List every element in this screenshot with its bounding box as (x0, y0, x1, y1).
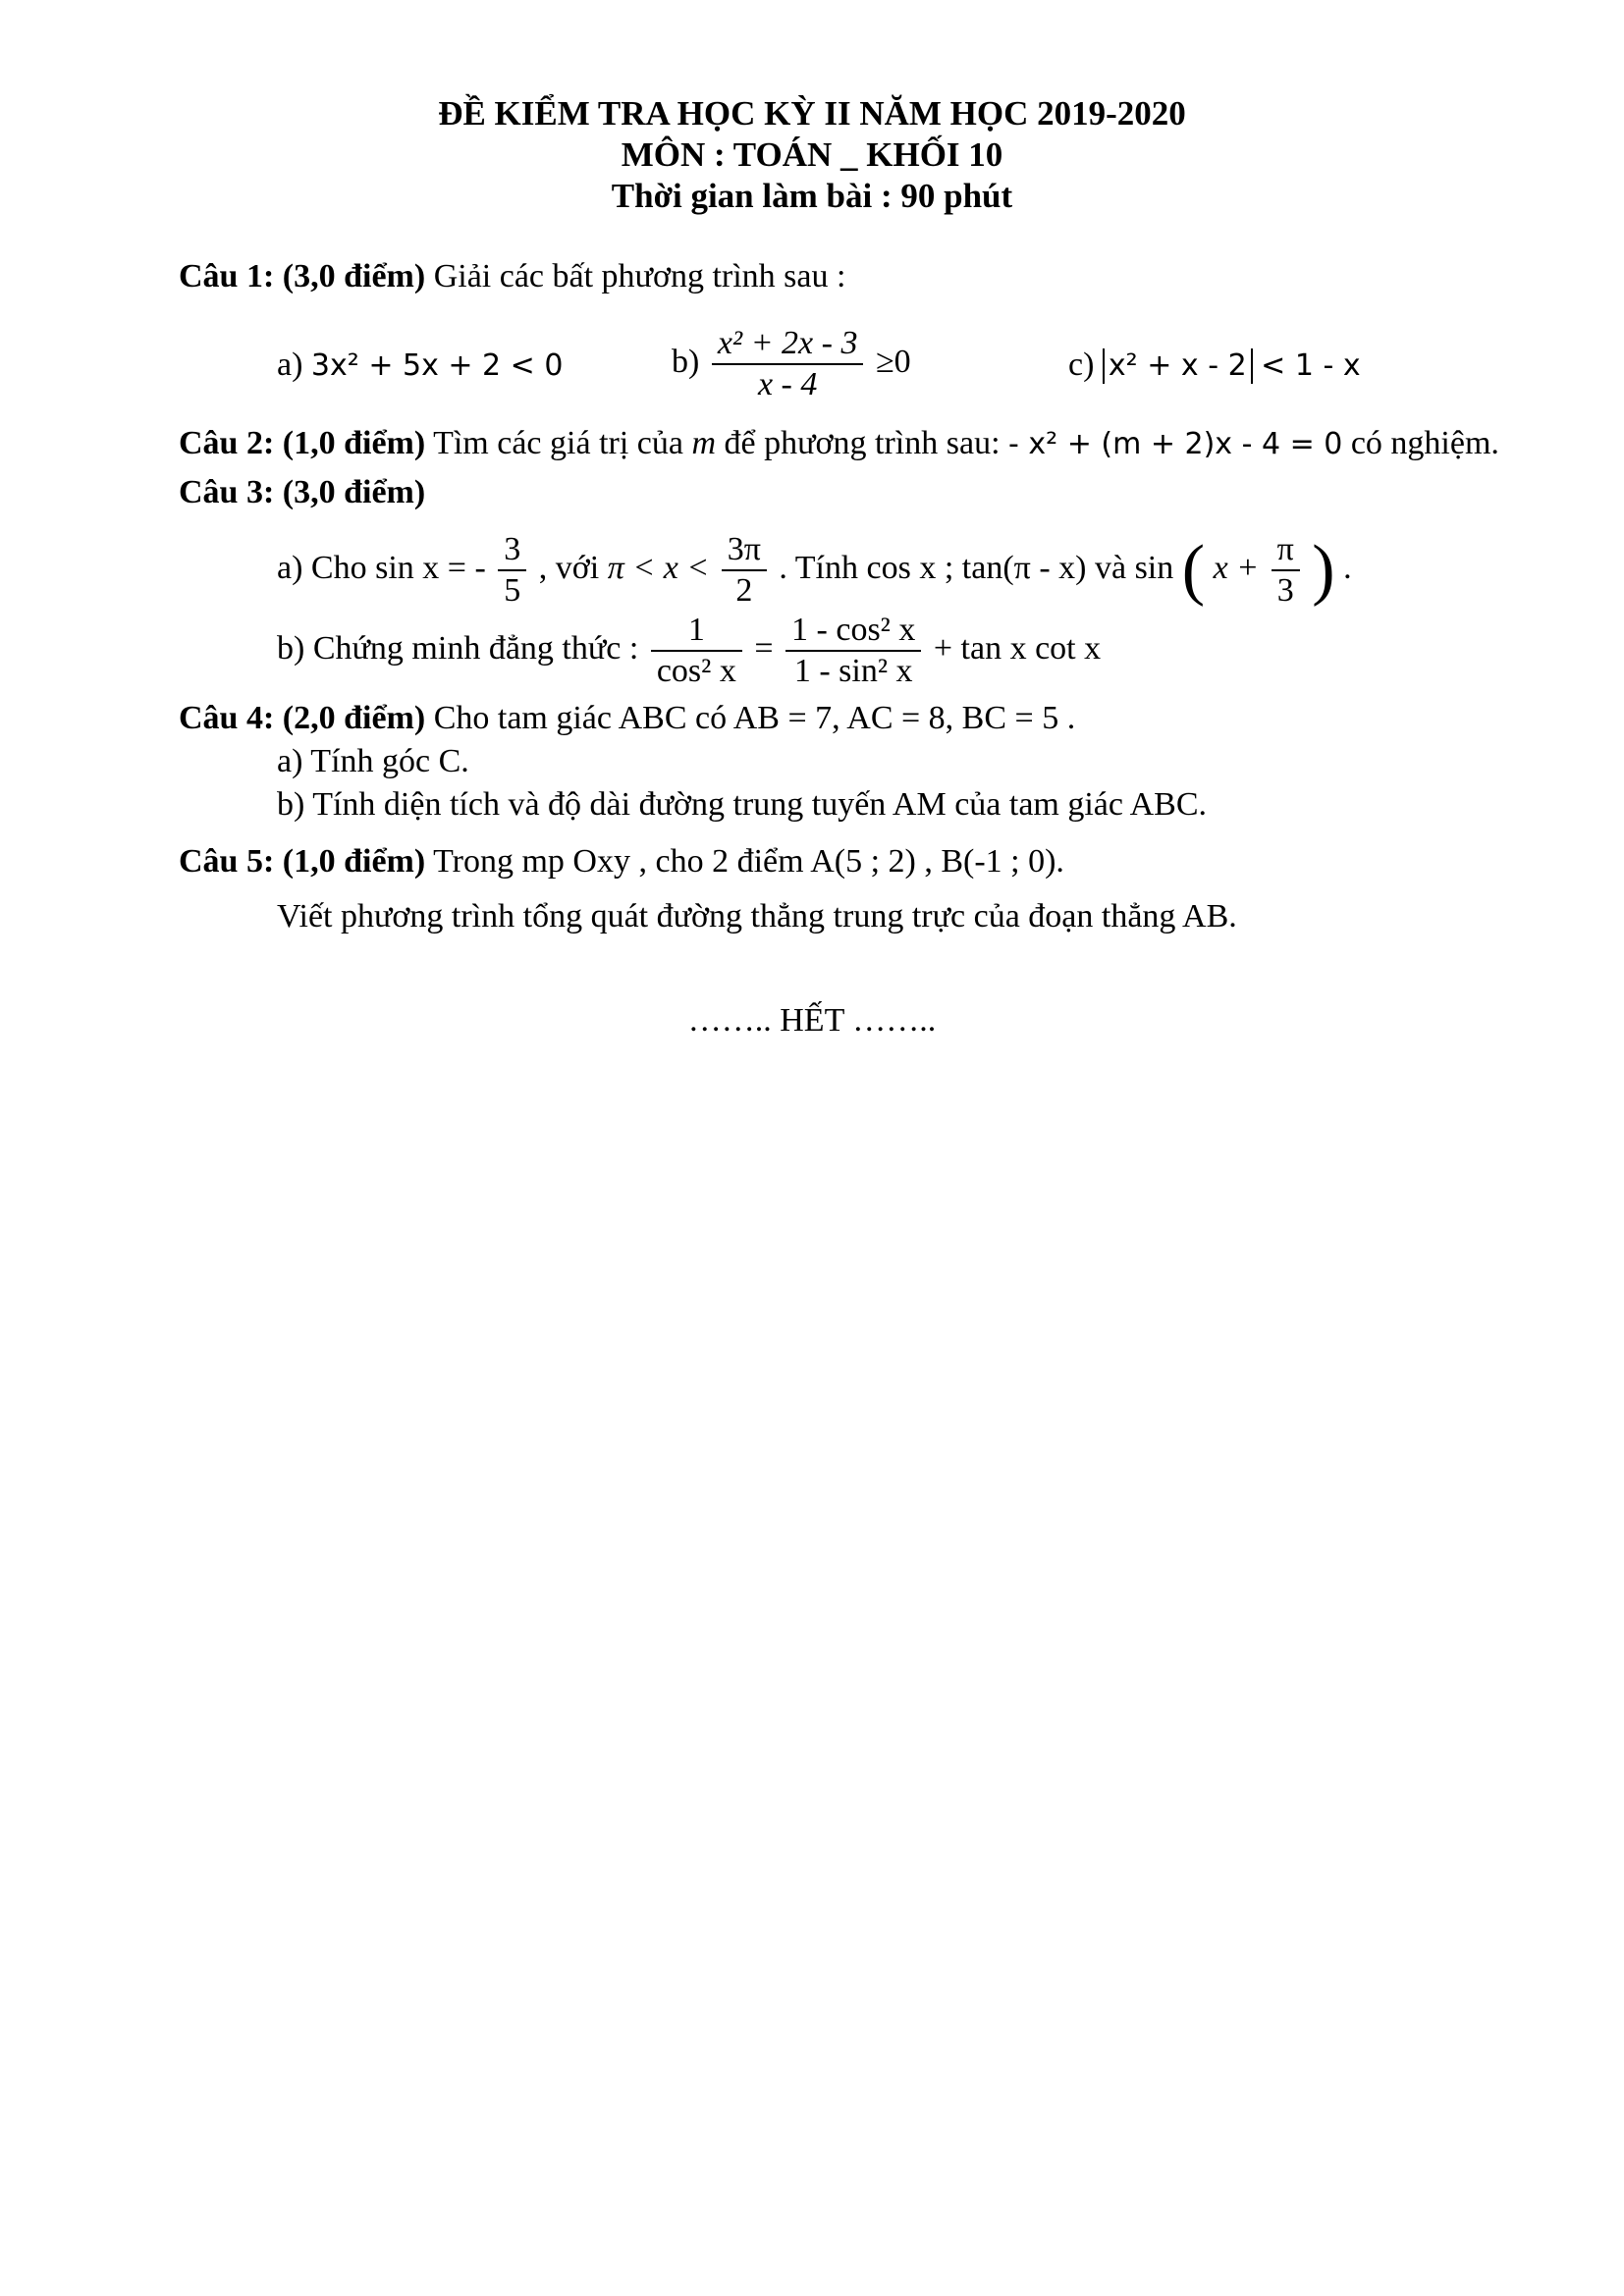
q4-part-b: b) Tính diện tích và độ dài đường trung tuyến AM của tam giác ABC. (277, 786, 1208, 823)
q1-b-label: b) (672, 343, 700, 380)
q3-a-with: , với (538, 549, 600, 586)
q1-b-fraction (712, 324, 864, 404)
q3-a-compute: . Tính (779, 549, 859, 586)
q4-heading (179, 699, 1075, 738)
q3-a-cos: cos x ; (866, 549, 954, 586)
q3-b-left-fraction (651, 611, 742, 691)
q5-heading (179, 842, 1064, 881)
q1-a-expr: 3x² + 5x + 2 < 0 (310, 348, 564, 383)
q3-a-numerator: 3 (504, 531, 521, 567)
q4-label: Câu 4: (2,0 điểm) (179, 700, 426, 736)
q3-a-pi-denominator: 3 (1272, 569, 1300, 611)
q5-line2: Viết phương trình tổng quát đường thẳng trung trực của đoạn thẳng AB. (277, 898, 1237, 934)
q3-a-label: a) Cho (277, 549, 367, 586)
q1-a-label: a) (277, 347, 303, 383)
q3-b-equals: = (754, 629, 774, 667)
q3-b-right-numerator: 1 - cos² x (791, 612, 916, 648)
q3-b-tail: + tan x cot x (933, 629, 1102, 667)
q2-line (179, 424, 1499, 464)
q3-a-pi-fraction (1272, 530, 1300, 611)
q2-label: Câu 2: (1,0 điểm) (179, 425, 426, 461)
q5-label: Câu 5: (1,0 điểm) (179, 843, 426, 880)
q3-a-end: . (1343, 549, 1352, 586)
q3-b-right-denominator: 1 - sin² x (785, 650, 921, 691)
q1-part-a (277, 346, 563, 386)
q3-a-range: π < x < (607, 549, 710, 586)
q4-text: Cho tam giác ABC có AB = 7, AC = 8, BC = 5 . (433, 700, 1076, 736)
q3-b-text: b) Chứng minh đẳng thức : (277, 629, 639, 667)
q1-label: Câu 1: (3,0 điểm) (179, 258, 426, 294)
q3-part-b (277, 611, 1101, 691)
q1-b-relation: ≥0 (875, 343, 911, 380)
q4-part-a: a) Tính góc C. (277, 743, 469, 779)
q2-text-before: Tìm các giá trị của (433, 425, 683, 461)
exam-title: ĐỀ KIỂM TRA HỌC KỲ II NĂM HỌC 2019-2020 (438, 94, 1186, 133)
q1-c-label: c) (1068, 347, 1095, 383)
q1-b-numerator: x² + 2x - 3 (717, 325, 858, 361)
q3-a-inner: x + (1213, 549, 1260, 586)
q3-b-left-denominator: cos² x (651, 650, 742, 691)
q5-text: Trong mp Oxy , cho 2 điểm A(5 ; 2) , B(-1 ; 0). (433, 843, 1064, 880)
q3-a-range-denominator: 2 (722, 569, 767, 611)
q1-c-rest: < 1 - x (1261, 348, 1361, 383)
q3-b-right-fraction (785, 611, 921, 691)
exam-subject: MÔN : TOÁN _ KHỐI 10 (621, 135, 1003, 174)
q3-b-left-numerator: 1 (687, 612, 705, 648)
q2-expr: - x² + (m + 2)x - 4 = 0 (1008, 427, 1343, 461)
exam-end: …….. HẾT …….. (687, 1002, 937, 1039)
right-paren-icon: ) (1312, 532, 1335, 608)
q1-part-b (672, 324, 911, 404)
q2-var: m (691, 425, 717, 461)
q1-text: Giải các bất phương trình sau : (433, 258, 846, 294)
q1-b-denominator: x - 4 (712, 363, 864, 404)
q3-a-range-fraction (722, 530, 767, 611)
q2-text-mid: để phương trình sau: (724, 425, 1001, 461)
q3-a-sin2: sin (1134, 549, 1174, 586)
exam-time: Thời gian làm bài : 90 phút (611, 177, 1013, 215)
q1-c-absolute: x² + x - 2 (1103, 348, 1253, 384)
q3-a-denominator: 5 (498, 569, 526, 611)
q2-text-after: có nghiệm. (1350, 425, 1499, 461)
q3-part-a (277, 530, 1352, 611)
q3-a-sin: sin x = - (375, 549, 486, 586)
q3-a-pi-numerator: π (1276, 531, 1294, 567)
q1-part-c (1068, 346, 1361, 386)
left-paren-icon: ( (1181, 532, 1206, 608)
q3-label: Câu 3: (3,0 điểm) (179, 474, 426, 510)
q3-a-tan: tan(π - x) (961, 549, 1087, 586)
q3-a-range-numerator: 3π (727, 531, 761, 567)
q1-heading (179, 257, 845, 296)
q3-a-fraction (498, 530, 526, 611)
q3-a-and: và (1094, 549, 1127, 586)
